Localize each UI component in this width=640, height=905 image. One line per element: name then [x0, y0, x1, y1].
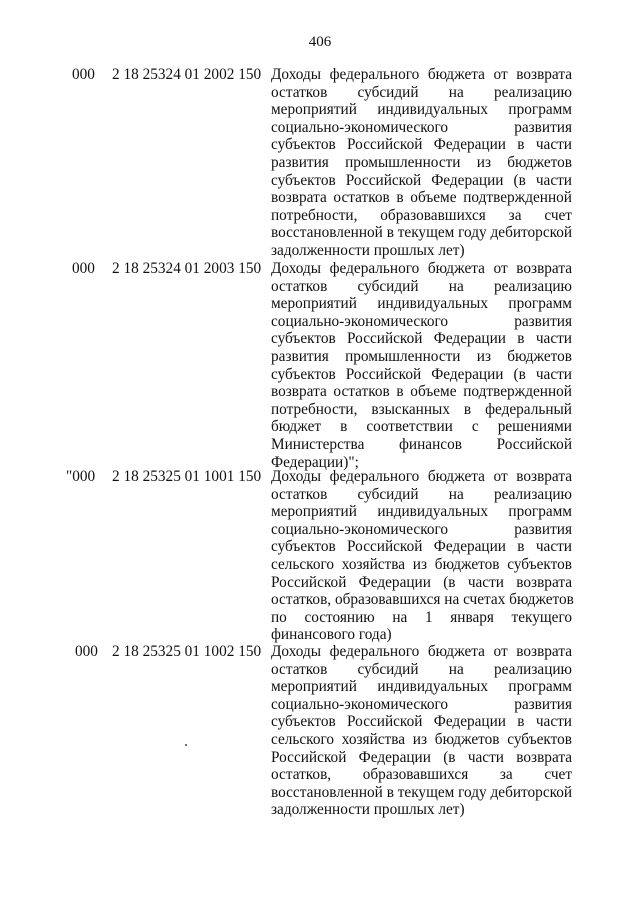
description-line: бюджет в соответствии с решениями	[271, 418, 572, 436]
admin-code: 000	[72, 260, 95, 277]
description-line: по состоянию на 1 января текущего	[271, 608, 572, 626]
description-line: сельского хозяйства из бюджетов субъектов	[271, 730, 572, 748]
admin-code: 000	[72, 66, 95, 83]
description-line: задолженности прошлых лет)	[271, 241, 465, 259]
description-line: субъектов Российской Федерации в части	[271, 136, 572, 154]
description-line: Российской Федерации (в части возврата	[271, 748, 572, 766]
description-line: социально-экономического развития	[271, 520, 572, 538]
budget-classification-code: 2 18 25325 01 1001 150	[112, 468, 262, 485]
description-line: субъектов Российской Федерации в части	[271, 330, 572, 348]
description-line: Доходы федерального бюджета от возврата	[271, 643, 572, 660]
description-line: мероприятий индивидуальных программ	[271, 503, 572, 521]
budget-classification-code: 2 18 25324 01 2002 150	[112, 66, 262, 83]
entry-description	[271, 643, 572, 819]
description-line: субъектов Российской Федерации в части	[271, 538, 572, 556]
description-line: субъектов Российской Федерации (в части	[271, 365, 572, 383]
description-line: Российской Федерации (в части возврата	[271, 573, 572, 591]
description-line: Министерства финансов Российской	[271, 435, 572, 453]
admin-code: "000	[66, 468, 96, 485]
description-line: мероприятий индивидуальных программ	[271, 295, 572, 313]
description-line: потребности, взысканных в федеральный	[271, 400, 572, 418]
description-line: восстановленной в текущем году дебиторской	[271, 783, 573, 801]
description-line: социально-экономического развития	[271, 118, 572, 136]
budget-classification-code: 2 18 25325 01 1002 150	[112, 643, 262, 660]
entry-description	[271, 66, 572, 260]
description-line: мероприятий индивидуальных программ	[271, 101, 572, 119]
page-number: 406	[308, 34, 332, 50]
scan-speck	[185, 744, 187, 746]
description-line: остатков, образовавшихся за счет	[271, 766, 572, 784]
description-line: социально-экономического развития	[271, 695, 572, 713]
description-line: субъектов Российской Федерации в части	[271, 713, 572, 731]
description-line: остатков субсидий на реализацию	[271, 660, 572, 678]
budget-classification-code: 2 18 25324 01 2003 150	[112, 260, 262, 277]
description-line: Федерации)";	[271, 453, 359, 471]
description-line: социально-экономического развития	[271, 312, 572, 330]
description-line: субъектов Российской Федерации (в части	[271, 171, 572, 189]
description-line: финансового года)	[271, 626, 392, 644]
description-line: потребности, образовавшихся за счет	[271, 206, 572, 224]
description-line: задолженности прошлых лет)	[271, 801, 465, 819]
description-line: возврата остатков в объеме подтвержденной	[271, 189, 572, 207]
description-line: сельского хозяйства из бюджетов субъектов	[271, 555, 572, 573]
admin-code: 000	[75, 643, 98, 660]
description-line: остатков, образовавшихся на счетах бюджетов	[271, 591, 574, 609]
entry-description	[271, 468, 572, 644]
description-line: развития промышленности из бюджетов	[271, 153, 572, 171]
description-line: развития промышленности из бюджетов	[271, 347, 572, 365]
description-line: возврата остатков в объеме подтвержденной	[271, 383, 572, 401]
description-line: Доходы федерального бюджета от возврата	[271, 468, 572, 485]
description-line: остатков субсидий на реализацию	[271, 83, 572, 101]
description-line: мероприятий индивидуальных программ	[271, 678, 572, 696]
description-line: остатков субсидий на реализацию	[271, 485, 572, 503]
description-line: Доходы федерального бюджета от возврата	[271, 66, 572, 83]
description-line: восстановленной в текущем году дебиторской	[271, 224, 573, 242]
description-line: остатков субсидий на реализацию	[271, 277, 572, 295]
entry-description	[271, 260, 572, 471]
description-line: Доходы федерального бюджета от возврата	[271, 260, 572, 277]
